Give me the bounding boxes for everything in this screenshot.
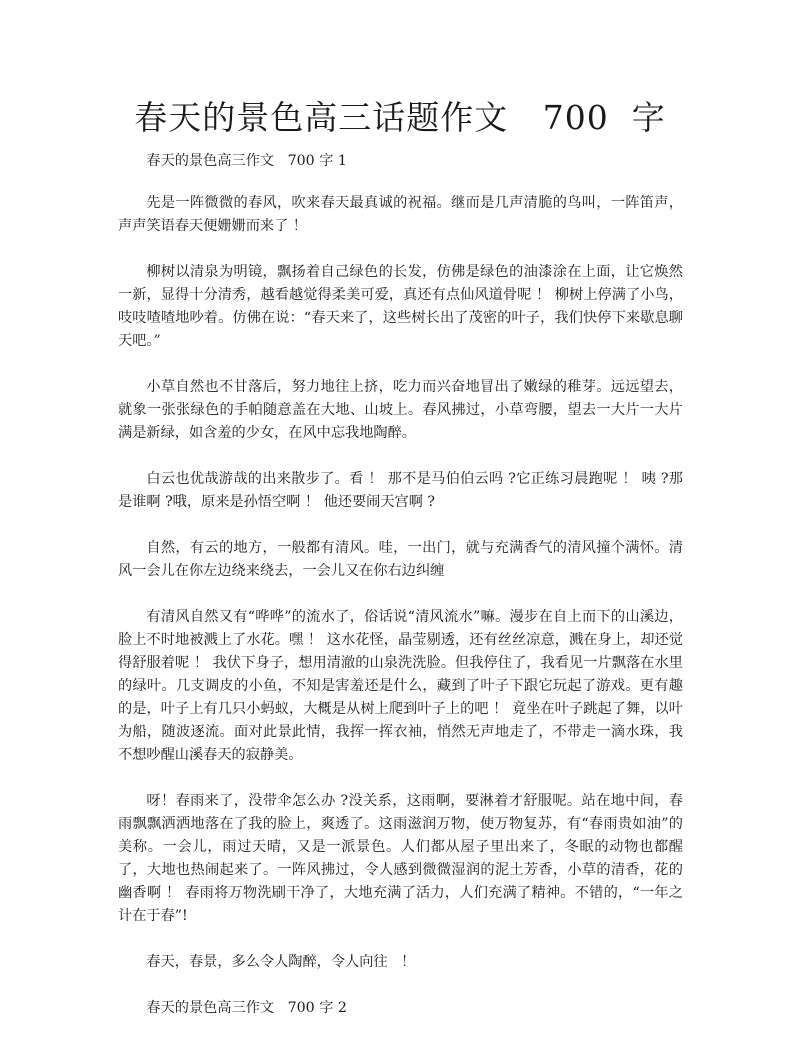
paragraph-spring-breeze: 先是一阵微微的春风，吹来春天最真诚的祝福。继而是几声清脆的鸟叫，一阵笛声，声声笑语春天便姗姗而来了 ！	[118, 195, 683, 234]
document-body	[118, 150, 683, 1039]
paragraph-conclusion: 春天，春景，多么令人陶醉，令人向往 ！	[146, 954, 416, 970]
paragraph-breeze: 自然，有云的地方，一般都有清风。哇，一出门，就与充满香气的清风撞个满怀。清风一会儿在你左边绕来绕去，一会儿又在你右边纠缠	[118, 540, 683, 579]
document-title: 春天的景色高三话题作文 700 字	[134, 98, 666, 137]
section-heading-1: 春天的景色高三作文 700 字 1	[146, 153, 347, 169]
section-heading-2: 春天的景色高三作文 700 字 2	[146, 1000, 347, 1016]
paragraph-stream: 有清风自然又有“哗哗”的流水了，俗话说“清风流水”嘛。漫步在自上而下的山溪边，脸上不时地被溅上了水花。嘿 ！ 这水花怪，晶莹剔透，还有丝丝凉意，溅在身上，却还觉得舒服着呢 ！ 我伏下身子，想用清澈的山泉洗洗脸。但我停住了，我看见一片飘落在水里的绿叶。几支调皮的小鱼，不知是害羞还是什么，藏到了叶子下跟它玩起了游戏。更有趣的是，叶子上有几只小蚂蚁，大概是从树上爬到叶子上的吧 ！ 竟坐在叶子跳起了舞，以叶为船，随波逐流。面对此景此情，我挥一挥衣袖，悄然无声地走了，不带走一滴水珠，我不想吵醒山溪春天的寂静美。	[118, 609, 683, 763]
paragraph-willow: 柳树以清泉为明镜，飘扬着自己绿色的长发，仿佛是绿色的油漆涂在上面，让它焕然一新，显得十分清秀，越看越觉得柔美可爱，真还有点仙风道骨呢 ！ 柳树上停满了小鸟，吱吱喳喳地吵着。仿佛在说：“春天来了，这些树长出了茂密的叶子，我们快停下来歇息聊天吧。”	[118, 264, 683, 349]
paragraph-grass: 小草自然也不甘落后，努力地往上挤，吃力而兴奋地冒出了嫩绿的稚芽。远远望去，就象一张张绿色的手帕随意盖在大地、山坡上。春风拂过，小草弯腰，望去一大片一大片满是新绿，如含羞的少女，在风中忘我地陶醉。	[118, 379, 683, 441]
paragraph-rain: 呀！春雨来了，没带伞怎么办 ?没关系，这雨啊，要淋着才舒服呢。站在地中间，春雨飘飘洒洒地落在了我的脸上，爽透了。这雨滋润万物，使万物复苏，有“春雨贵如油”的美称。一会儿，雨过天晴，又是一派景色。人们都从屋子里出来了，冬眠的动物也都醒了，大地也热闹起来了。一阵风拂过，令人感到微微湿润的泥土芳香，小草的清香，花的幽香啊 ！ 春雨将万物洗刷干净了，大地充满了活力，人们充满了精神。不错的，“一年之计在于春”!	[118, 793, 683, 924]
paragraph-clouds: 白云也优哉游哉的出来散步了。看 ！ 那不是马伯伯云吗 ?它正练习晨跑呢 ！ 咦 ?那是谁啊 ?哦，原来是孙悟空啊 ！ 他还要闹天宫啊 ?	[118, 471, 683, 510]
